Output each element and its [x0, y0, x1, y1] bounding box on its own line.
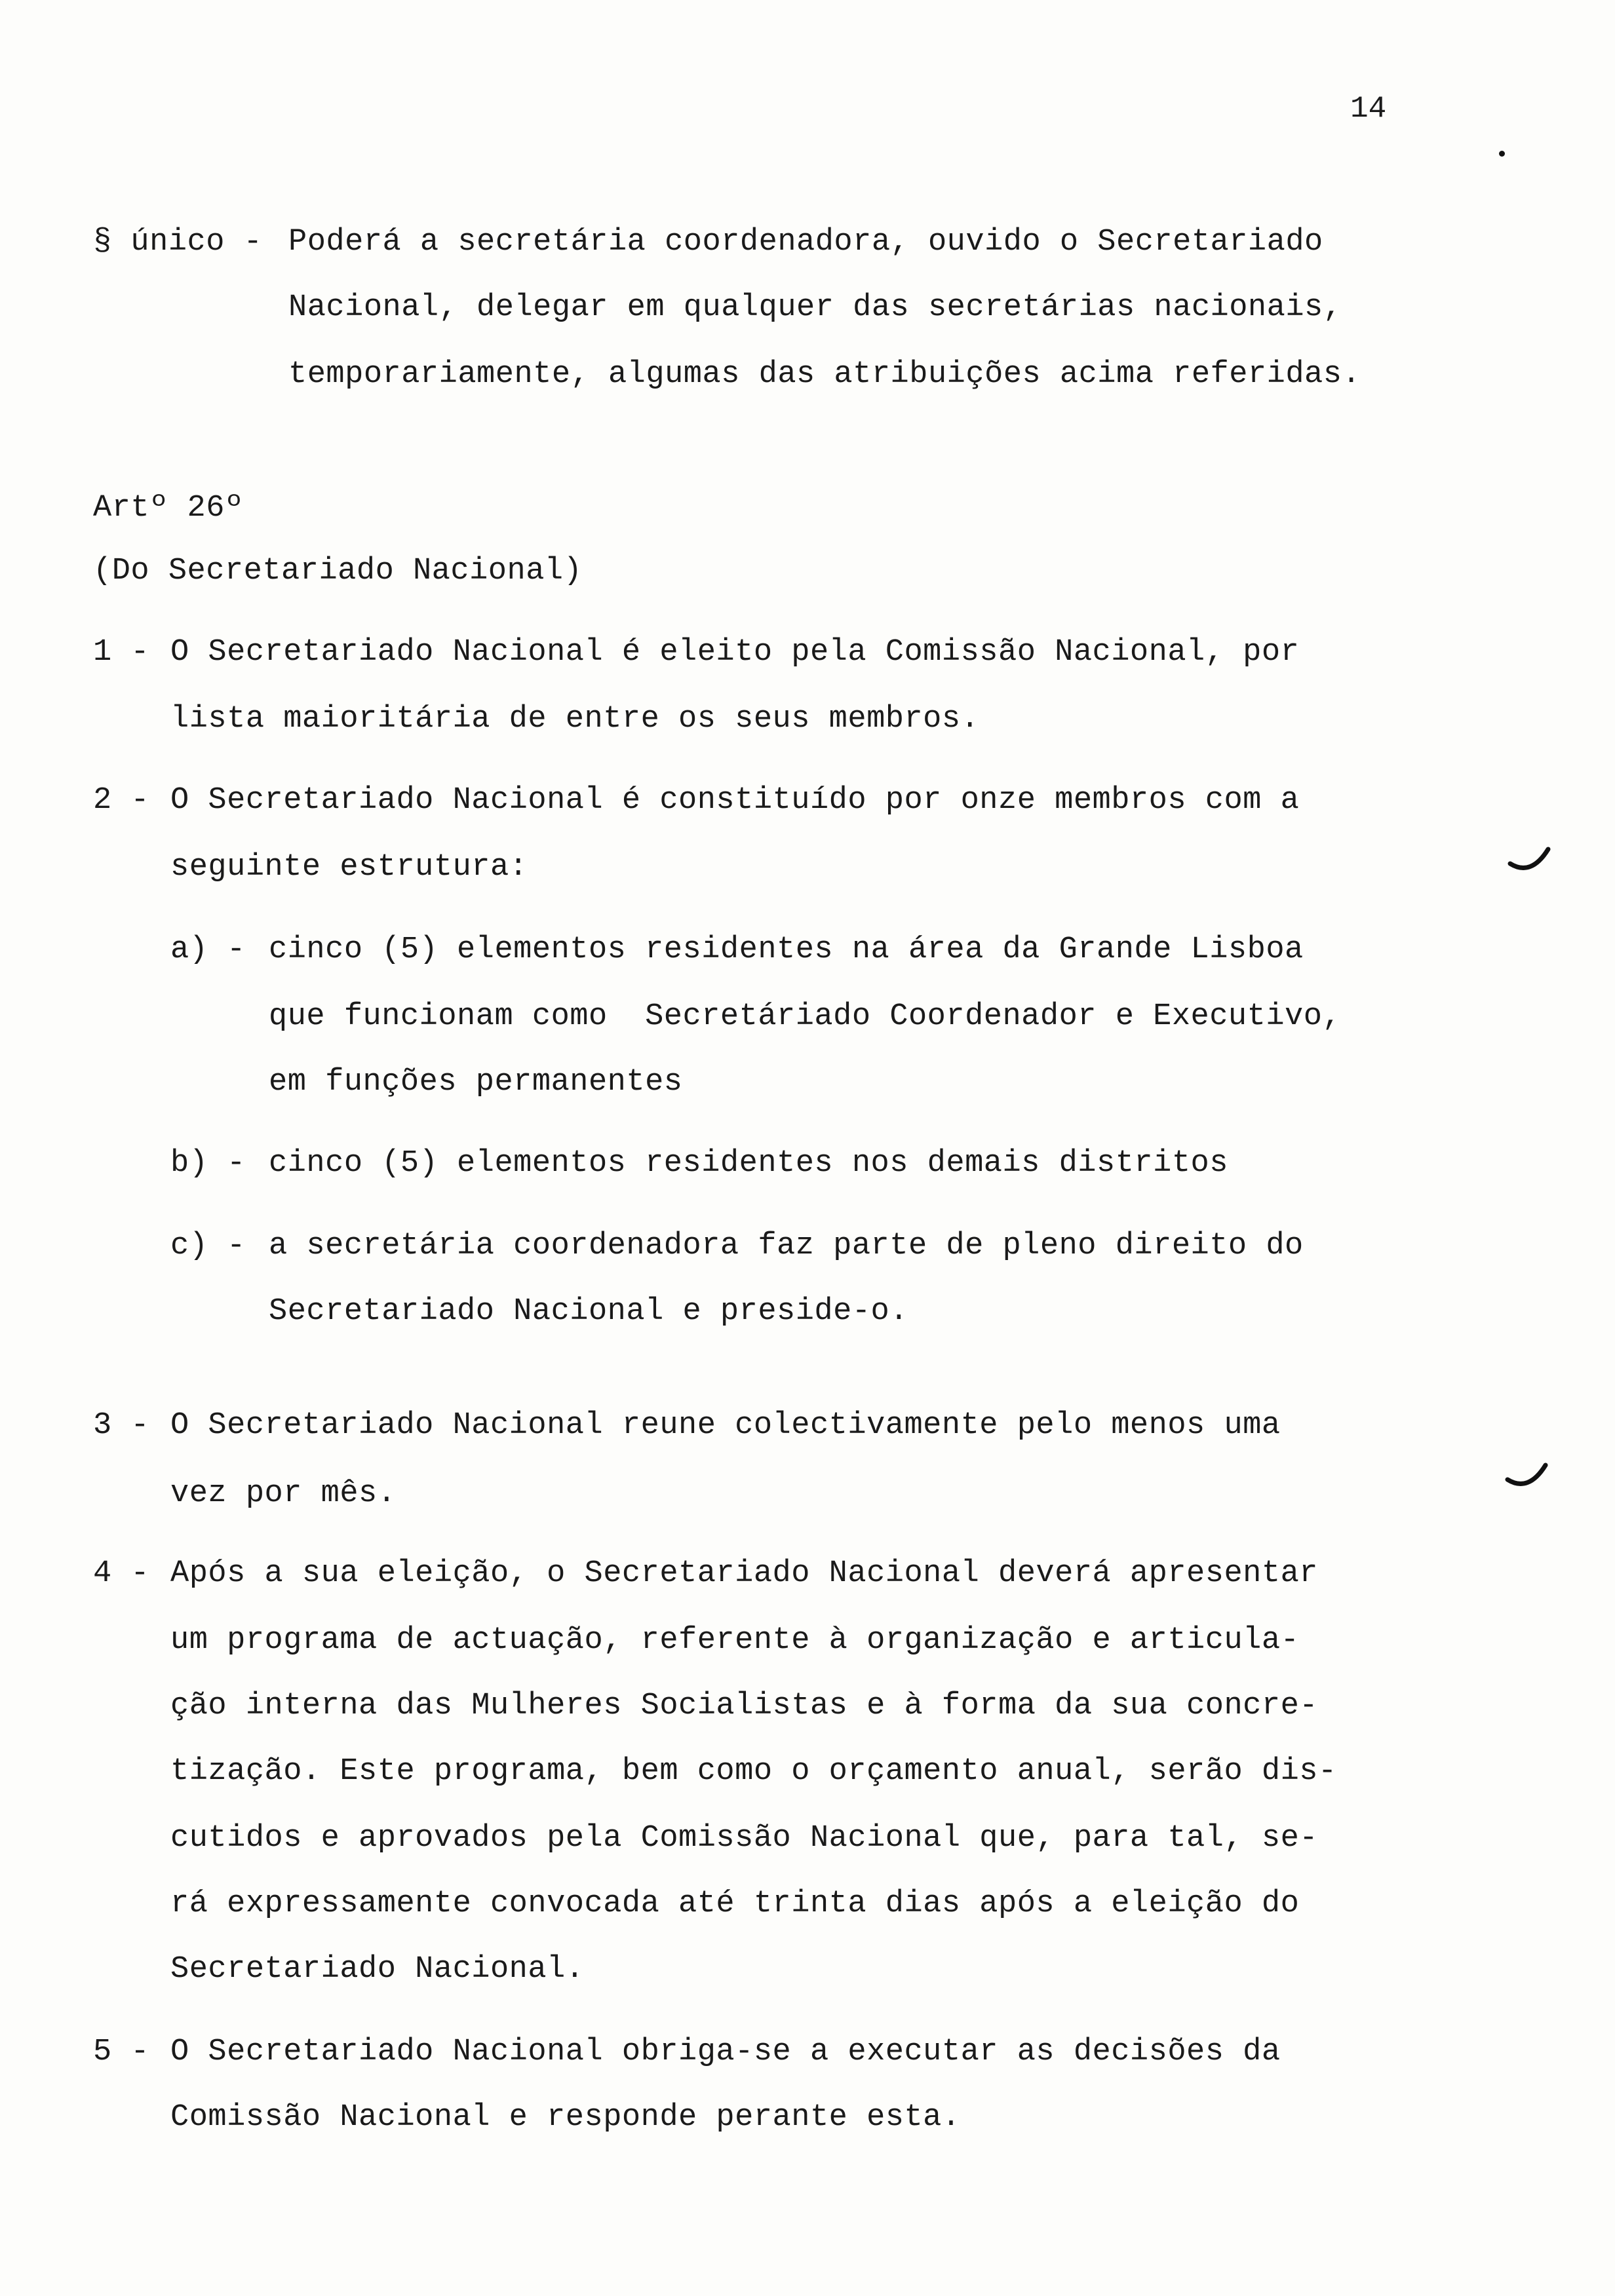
subitem-line: cinco (5) elementos residentes na área da Grande Lisboa	[269, 932, 1304, 967]
item-line: O Secretariado Nacional é constituído por onze membros com a	[170, 783, 1300, 818]
item-line: rá expressamente convocada até trinta dias após a eleição do	[170, 1886, 1300, 1921]
paragraph-line: temporariamente, algumas das atribuições acima referidas.	[288, 357, 1361, 392]
item-line: vez por mês.	[170, 1476, 397, 1511]
punch-mark	[1505, 1461, 1551, 1494]
item-line: O Secretariado Nacional obriga-se a executar as decisões da	[170, 2035, 1281, 2069]
item-line: cutidos e aprovados pela Comissão Nacional que, para tal, se-	[170, 1821, 1318, 1856]
item-line: O Secretariado Nacional é eleito pela Comissão Nacional, por	[170, 635, 1300, 670]
punch-mark	[1508, 845, 1553, 878]
subitem-label: a) -	[170, 932, 246, 967]
item-label: 4 -	[93, 1556, 150, 1591]
subitem-line: que funcionam como Secretáriado Coordenador e Executivo,	[269, 999, 1342, 1034]
paragraph-label: § único -	[93, 225, 263, 259]
item-line: seguinte estrutura:	[170, 850, 528, 885]
item-line: ção interna das Mulheres Socialistas e à forma da sua concre-	[170, 1689, 1318, 1723]
subitem-line: cinco (5) elementos residentes nos demais distritos	[269, 1146, 1228, 1181]
subitem-line: em funções permanentes	[269, 1065, 683, 1100]
subitem-line: a secretária coordenadora faz parte de pleno direito do	[269, 1229, 1304, 1263]
item-line: Após a sua eleição, o Secretariado Nacional deverá apresentar	[170, 1556, 1318, 1591]
item-label: 2 -	[93, 783, 150, 818]
item-label: 3 -	[93, 1408, 150, 1443]
item-line: Comissão Nacional e responde perante esta.	[170, 2100, 961, 2135]
item-label: 5 -	[93, 2035, 150, 2069]
item-line: lista maioritária de entre os seus membros.	[170, 702, 980, 737]
article-title: (Do Secretariado Nacional)	[93, 554, 583, 588]
paragraph-line: Nacional, delegar em qualquer das secretárias nacionais,	[288, 290, 1342, 325]
item-line: um programa de actuação, referente à organização e articula-	[170, 1623, 1300, 1658]
paragraph-line: Poderá a secretária coordenadora, ouvido o Secretariado	[288, 225, 1323, 259]
article-number: Artº 26º	[93, 491, 244, 526]
subitem-line: Secretariado Nacional e preside-o.	[269, 1294, 908, 1329]
item-label: 1 -	[93, 635, 150, 670]
subitem-label: c) -	[170, 1229, 246, 1263]
item-line: Secretariado Nacional.	[170, 1952, 585, 1987]
subitem-label: b) -	[170, 1146, 246, 1181]
item-line: tização. Este programa, bem como o orçamento anual, serão dis-	[170, 1754, 1337, 1789]
speck-mark	[1499, 151, 1505, 157]
item-line: O Secretariado Nacional reune colectivamente pelo menos uma	[170, 1408, 1281, 1443]
page-number: 14	[1350, 92, 1387, 126]
